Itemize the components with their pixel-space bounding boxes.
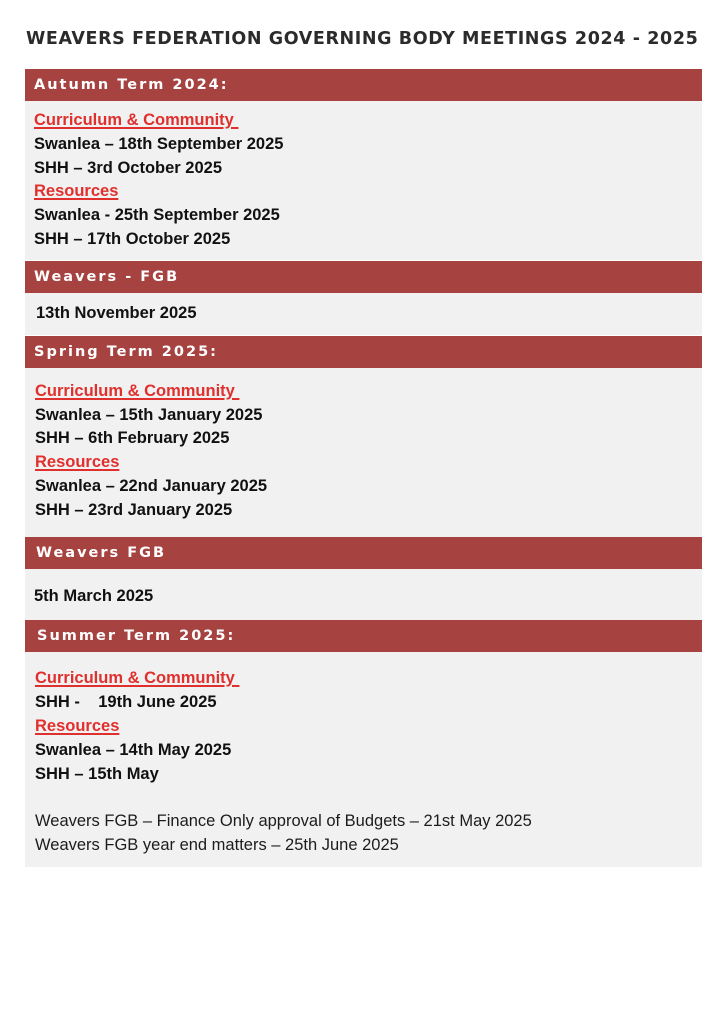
section-heading-weavers-fgb-spring: Weavers FGB	[25, 537, 702, 569]
meeting-date: SHH – 17th October 2025	[34, 230, 231, 248]
page-title: WEAVERS FEDERATION GOVERNING BODY MEETINGS 2024 - 2025	[26, 29, 699, 49]
meeting-date: SHH – 3rd October 2025	[34, 159, 222, 177]
meeting-date: SHH - 19th June 2025	[35, 693, 217, 711]
section-heading-weavers-fgb: Weavers - FGB	[25, 261, 702, 293]
resources-link[interactable]: Resources	[34, 182, 119, 200]
section-heading-autumn-term: Autumn Term 2024:	[25, 69, 702, 101]
meeting-date: SHH – 15th May	[35, 765, 159, 783]
section-heading-spring-term: Spring Term 2025:	[25, 336, 702, 368]
meeting-date: 13th November 2025	[36, 304, 197, 322]
fgb-year-end-note: Weavers FGB year end matters – 25th June 2025	[35, 836, 399, 854]
fgb-budget-approval-note: Weavers FGB – Finance Only approval of Budgets – 21st May 2025	[35, 812, 532, 830]
curriculum-community-link[interactable]: Curriculum & Community	[34, 111, 239, 129]
meeting-date: Swanlea – 22nd January 2025	[35, 477, 268, 495]
curriculum-community-link[interactable]: Curriculum & Community	[35, 669, 240, 687]
resources-link[interactable]: Resources	[35, 453, 120, 471]
meeting-date: Swanlea – 14th May 2025	[35, 741, 232, 759]
meeting-date: SHH – 23rd January 2025	[35, 501, 233, 519]
resources-link[interactable]: Resources	[35, 717, 120, 735]
section-heading-summer-term: Summer Term 2025:	[25, 620, 702, 652]
curriculum-community-link[interactable]: Curriculum & Community	[35, 382, 240, 400]
meeting-date: Swanlea - 25th September 2025	[34, 206, 280, 224]
meeting-date: Swanlea – 15th January 2025	[35, 406, 263, 424]
meeting-date: SHH – 6th February 2025	[35, 429, 230, 447]
meeting-date: Swanlea – 18th September 2025	[34, 135, 284, 153]
meeting-date: 5th March 2025	[34, 587, 154, 605]
